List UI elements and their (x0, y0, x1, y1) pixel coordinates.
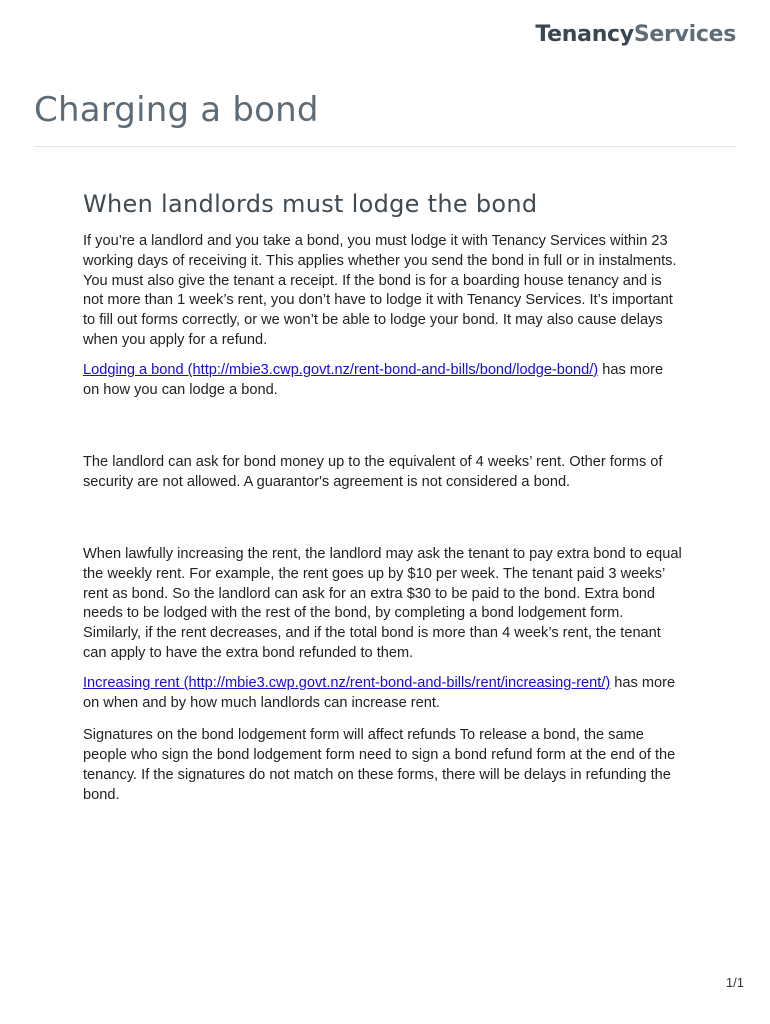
logo-word-tenancy: Tenancy (535, 22, 634, 47)
paragraph-increasing-link (83, 674, 683, 714)
paragraph-increasing-rent: When lawfully increasing the rent, the landlord may ask the tenant to pay extra bond to equal the weekly rent. For example, the rent goes up by $10 per week. The tenant paid 3 weeks’ rent as bond. So the landlord can ask for an extra $30 to be paid to the bond. Extra bond needs to be lodged with the rest of the bond, by completing a bond lodgement form. Similarly, if the rent decreases, and if the total bond is more than 4 week’s rent, the tenant can apply to have the extra bond refunded to them. (83, 545, 682, 661)
paragraph-lodge-bond: If you’re a landlord and you take a bond, you must lodge it with Tenancy Services within 23 working days of receiving it. This applies whether you send the bond in full or in instalments. You must also give the tenant a receipt. If the bond is for a boarding house tenancy and is not more than 1 week’s rent, you don’t have to lodge it with Tenancy Services. It’s important to fill out forms correctly, or we won’t be able to lodge your bond. It may also cause delays when you apply for a refund. (83, 233, 677, 348)
paragraph-bond-limit: The landlord can ask for bond money up to the equivalent of 4 weeks’ rent. Other forms of security are not allowed. A guarantor's agreement is not considered a bond. (83, 454, 663, 491)
logo-word-services: Services (633, 22, 736, 47)
main-content (83, 190, 683, 806)
increasing-link-suffix: has more on when and by how much landlords can increase rent. (83, 674, 676, 711)
title-divider (34, 146, 736, 147)
page-title: Charging a bond (34, 90, 319, 130)
page-number: 1/1 (725, 975, 744, 990)
section-heading: When landlords must lodge the bond (83, 190, 538, 218)
increasing-rent-link[interactable]: Increasing rent (http://mbie3.cwp.govt.nz/rent-bond-and-bills/rent/increasing-rent/) (83, 674, 611, 691)
paragraph-lodging-link (83, 361, 683, 401)
tenancy-services-logo (535, 22, 736, 47)
paragraph-signatures: Signatures on the bond lodgement form will affect refunds To release a bond, the same people who sign the bond lodgement form need to sign a bond refund form at the end of the tenancy. If the signatures do not match on these forms, there will be delays in refunding the bond. (83, 727, 676, 803)
lodging-a-bond-link[interactable]: Lodging a bond (http://mbie3.cwp.govt.nz/rent-bond-and-bills/bond/lodge-bond/) (83, 361, 599, 378)
lodging-link-suffix: has more on how you can lodge a bond. (83, 361, 664, 398)
